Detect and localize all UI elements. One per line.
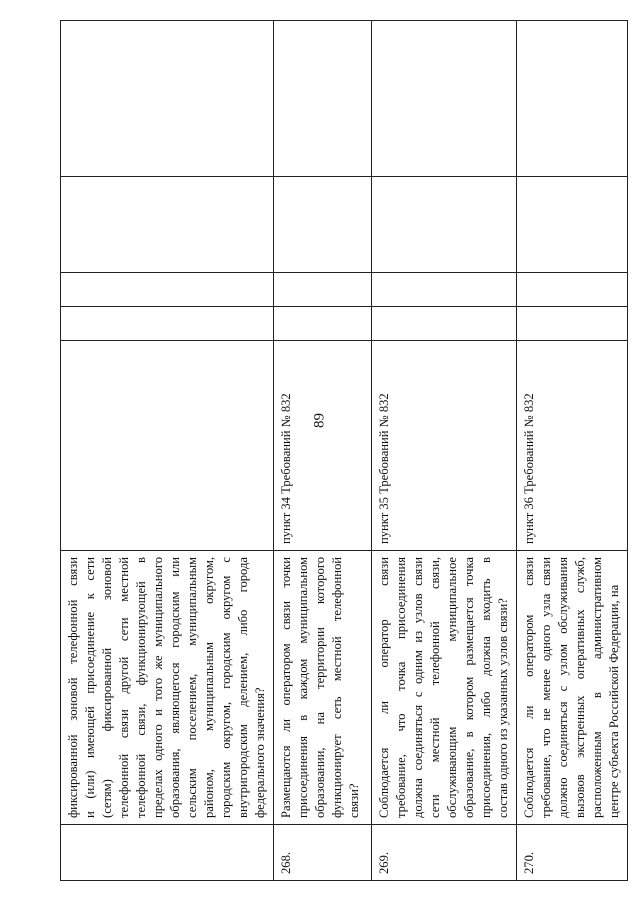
requirement-line: должна соединяться с одним из узлов связи bbox=[411, 557, 425, 818]
requirement-line: сети местной телефонной связи, bbox=[428, 557, 442, 818]
requirement-line: районом, муниципальным округом, bbox=[202, 557, 216, 818]
requirement-line: образования, являющегося городским или bbox=[168, 557, 182, 818]
requirement-cell bbox=[61, 551, 274, 825]
not-applicable-cell bbox=[372, 177, 517, 273]
requirement-line: функционирует сеть местной телефонной bbox=[330, 557, 344, 818]
not-applicable-cell bbox=[61, 177, 274, 273]
table-row bbox=[61, 21, 274, 881]
requirement-line: федерального значения? bbox=[253, 687, 267, 818]
answer-no-cell bbox=[274, 273, 372, 307]
table-row bbox=[274, 21, 372, 881]
requirement-line: образование, в котором размещается точка bbox=[462, 557, 476, 818]
checklist-table bbox=[60, 20, 628, 881]
requirement-line: городским округом, городским округом с bbox=[219, 557, 233, 818]
requirement-line: состав одного из указанных узлов связи? bbox=[496, 598, 510, 818]
answer-yes-cell bbox=[61, 307, 274, 341]
requirement-line: расположенным в административном bbox=[590, 557, 604, 818]
requirement-line: связи? bbox=[347, 783, 361, 818]
comment-cell bbox=[517, 21, 628, 177]
requirement-line: телефонной связи другой сети местной bbox=[117, 557, 131, 818]
legal-reference-cell bbox=[61, 341, 274, 551]
requirement-line: Размещаются ли оператором связи точки bbox=[279, 557, 293, 818]
table-row bbox=[517, 21, 628, 881]
requirement-cell bbox=[517, 551, 628, 825]
table-row bbox=[372, 21, 517, 881]
answer-no-cell bbox=[372, 273, 517, 307]
requirement-line: обслуживающим муниципальное bbox=[445, 557, 459, 818]
checklist-table-rotated bbox=[60, 21, 621, 881]
answer-yes-cell bbox=[274, 307, 372, 341]
requirement-cell bbox=[274, 551, 372, 825]
requirement-line: Соблюдается ли оператор связи bbox=[377, 557, 391, 818]
answer-no-cell bbox=[61, 273, 274, 307]
comment-cell bbox=[274, 21, 372, 177]
requirement-line: требование, что точка присоединения bbox=[394, 557, 408, 818]
requirement-line: присоединения, либо должна входить в bbox=[479, 557, 493, 818]
requirement-line: пределах одного и того же муниципального bbox=[151, 557, 165, 818]
answer-no-cell bbox=[517, 273, 628, 307]
requirement-cell bbox=[372, 551, 517, 825]
legal-reference-cell: пункт 34 Требований № 832 bbox=[274, 341, 372, 551]
comment-cell bbox=[372, 21, 517, 177]
requirement-line: требование, что не менее одного узла связи bbox=[539, 557, 553, 818]
requirement-line: сельским поселением, муниципальным bbox=[185, 557, 199, 818]
legal-reference-cell: пункт 36 Требований № 832 bbox=[517, 341, 628, 551]
page-number-text: 89 bbox=[311, 413, 328, 428]
not-applicable-cell bbox=[274, 177, 372, 273]
row-number-cell: 270. bbox=[517, 825, 628, 881]
requirement-line: присоединения в каждом муниципальном bbox=[296, 557, 310, 818]
requirement-line: вызовов экстренных оперативных служб, bbox=[573, 557, 587, 818]
legal-reference-cell: пункт 35 Требований № 832 bbox=[372, 341, 517, 551]
requirement-line: внутригородским делением, либо города bbox=[236, 557, 250, 818]
row-number-cell: 268. bbox=[274, 825, 372, 881]
requirement-line: центре субъекта Российской Федерации, на bbox=[607, 584, 621, 818]
row-number-cell: 269. bbox=[372, 825, 517, 881]
requirement-line: Соблюдается ли оператором связи bbox=[522, 557, 536, 818]
requirement-line: должно соединяться с узлом обслуживания bbox=[556, 557, 570, 818]
requirement-line: телефонной связи, функционирующей в bbox=[134, 557, 148, 818]
answer-yes-cell bbox=[517, 307, 628, 341]
comment-cell bbox=[61, 21, 274, 177]
answer-yes-cell bbox=[372, 307, 517, 341]
requirement-line: фиксированной зоновой телефонной связи bbox=[66, 557, 80, 818]
requirement-line: и (или) имеющей присоединение к сети bbox=[83, 557, 97, 818]
requirement-line: образовании, на территории которого bbox=[313, 557, 327, 818]
row-number-cell bbox=[61, 825, 274, 881]
not-applicable-cell bbox=[517, 177, 628, 273]
requirement-line: (сетям) фиксированной зоновой bbox=[100, 557, 114, 818]
